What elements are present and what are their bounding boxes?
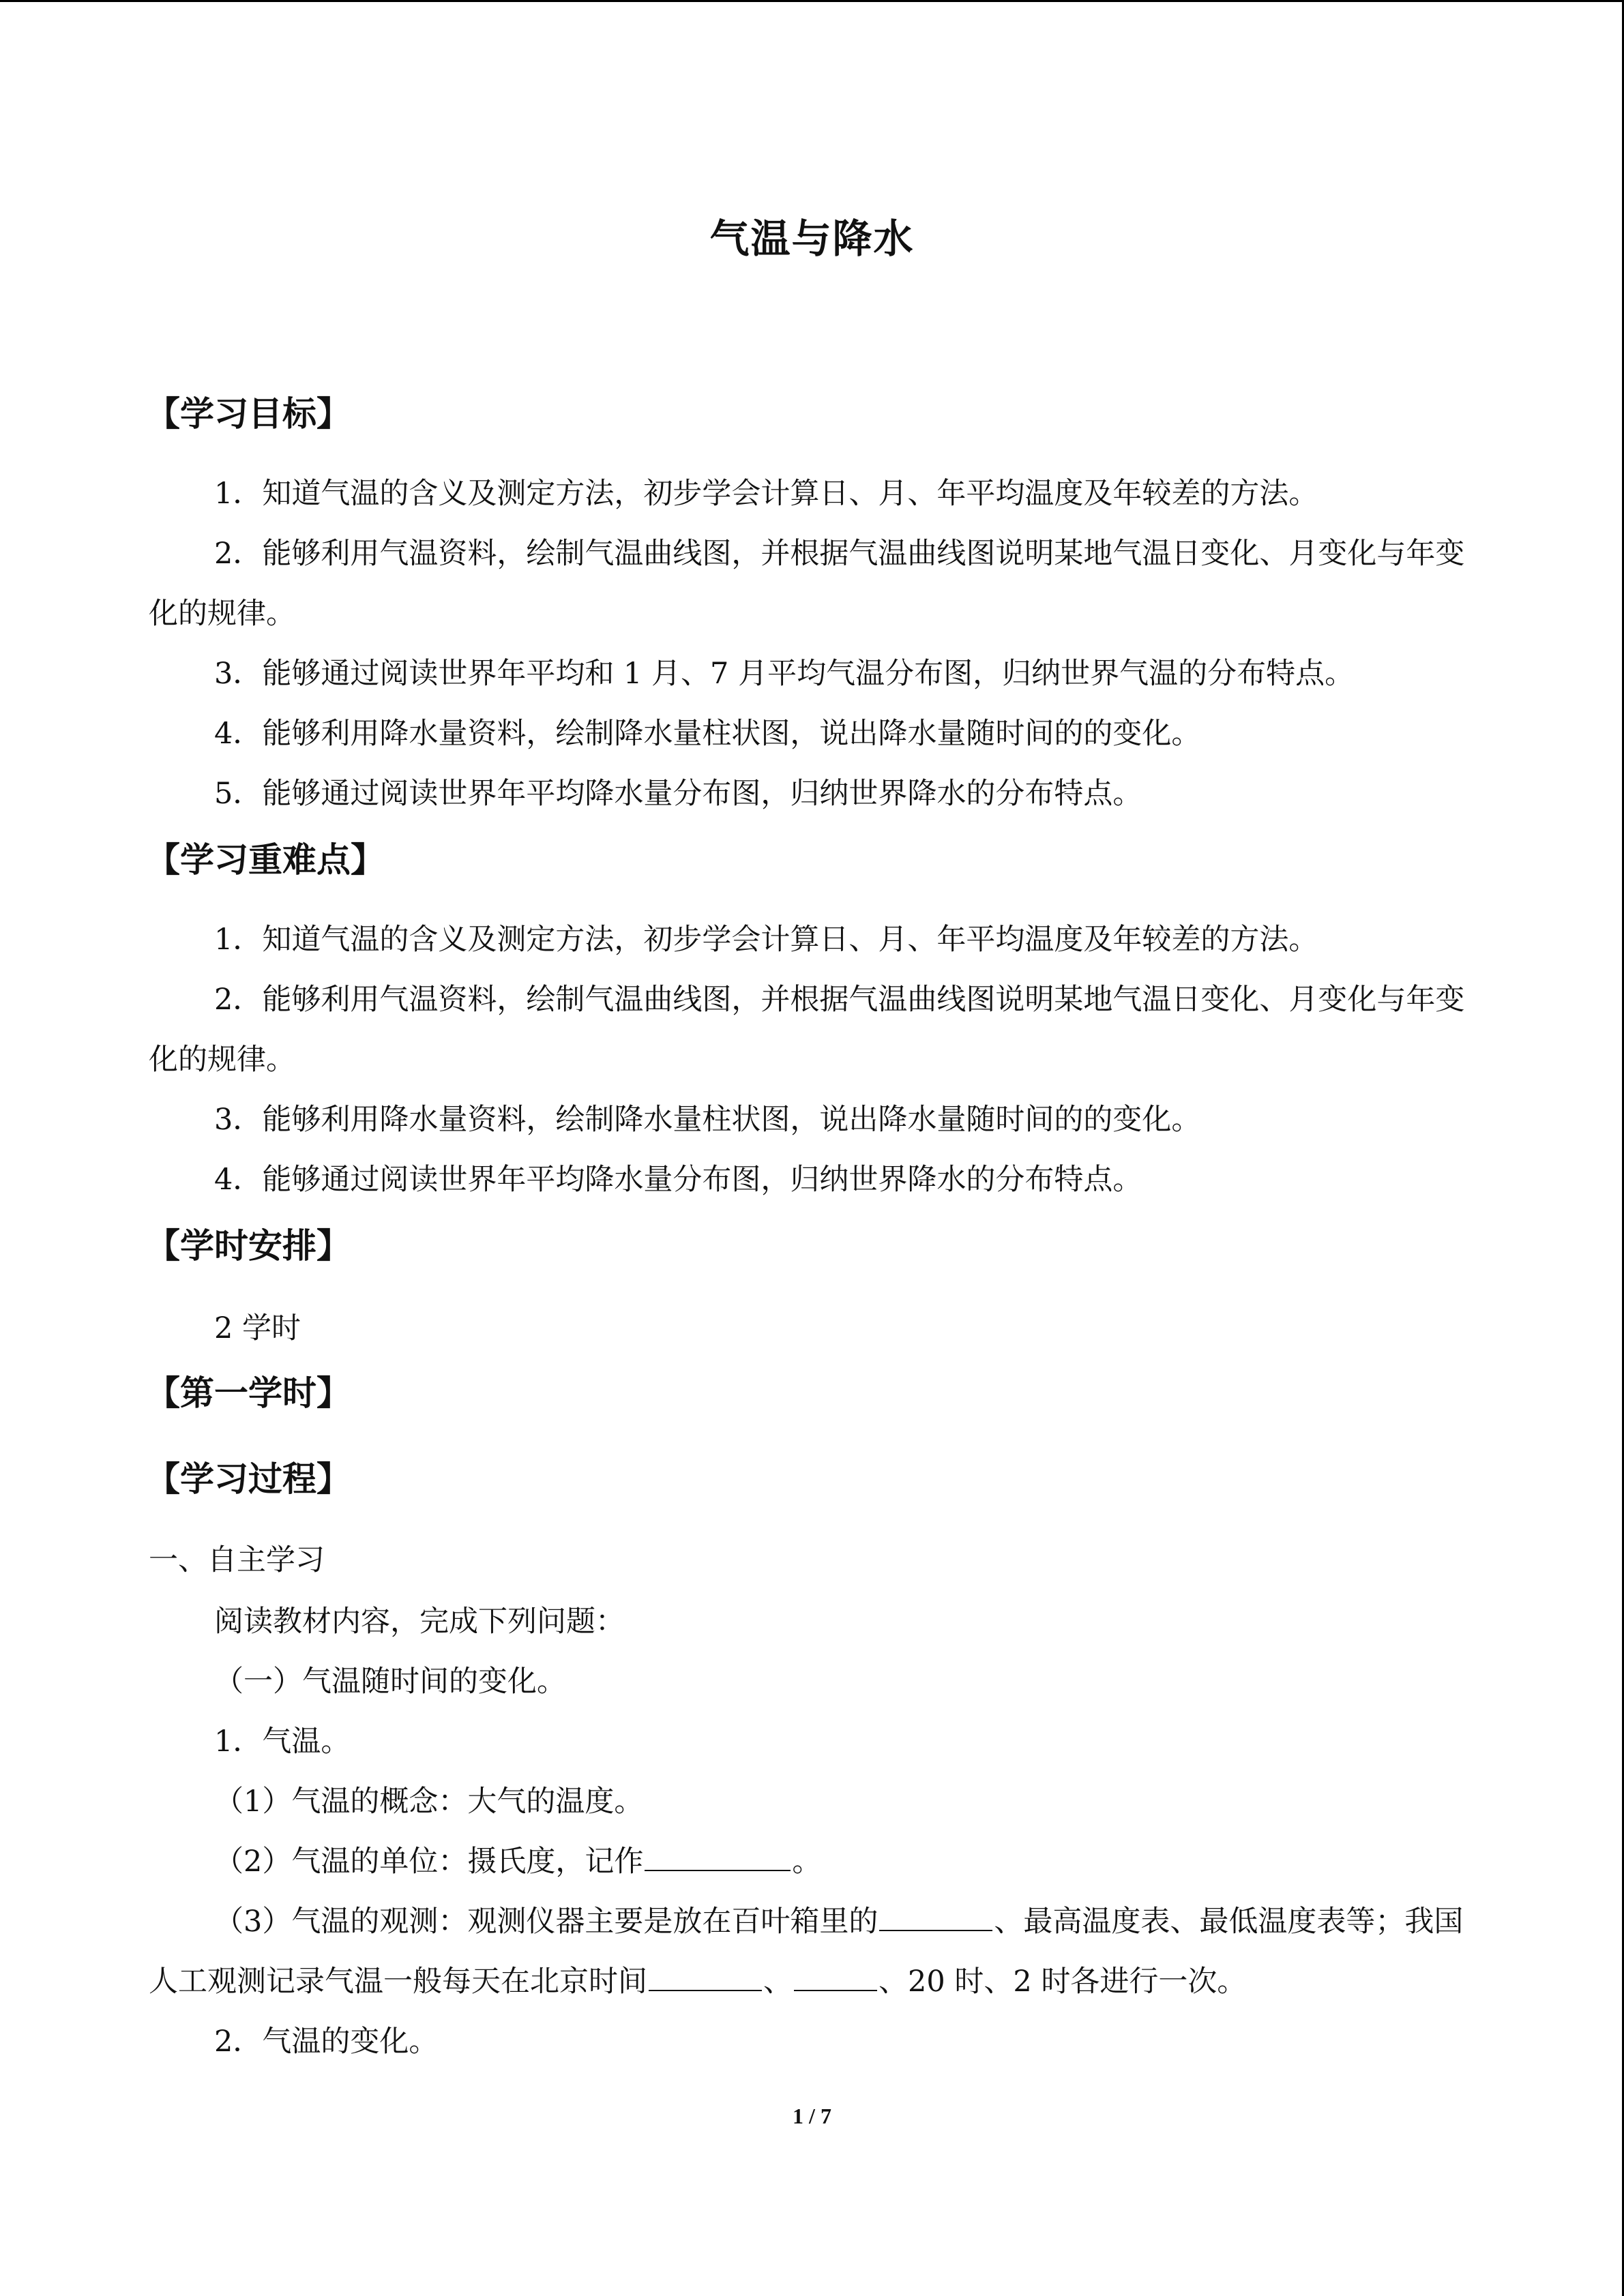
sub-section-one: （一）气温随时间的变化。: [214, 1665, 566, 1699]
objective-item-3: 3．能够通过阅读世界年平均和 1 月、7 月平均气温分布图，归纳世界气温的分布特点。: [214, 657, 1355, 691]
objective-item-1: 1．知道气温的含义及测定方法，初步学会计算日、月、年平均温度及年较差的方法。: [214, 477, 1318, 511]
observation-text-a: （3）气温的观测：观测仪器主要是放在百叶箱里的: [214, 1905, 879, 1939]
item-temperature-change: 2．气温的变化。: [214, 2025, 439, 2059]
heading-first-period: 【第一学时】: [146, 1373, 351, 1413]
unit-suffix: 。: [792, 1845, 822, 1879]
item-temperature-observation: [149, 1892, 1472, 2012]
key-point-item-4: 4．能够通过阅读世界年平均降水量分布图，归纳世界降水的分布特点。: [214, 1163, 1142, 1197]
reading-instruction: 阅读教材内容，完成下列问题：: [214, 1605, 625, 1639]
heading-objectives: 【学习目标】: [146, 394, 351, 434]
schedule-text: 2 学时: [214, 1311, 301, 1345]
heading-process: 【学习过程】: [146, 1459, 351, 1499]
key-point-item-1: 1．知道气温的含义及测定方法，初步学会计算日、月、年平均温度及年较差的方法。: [214, 923, 1318, 957]
objective-item-2: 2．能够利用气温资料，绘制气温曲线图，并根据气温曲线图说明某地气温日变化、月变化与年变化的规律。: [149, 537, 1465, 631]
observation-text-d: 、20 时、2 时各进行一次。: [879, 1965, 1247, 1999]
page-number: 1 / 7: [793, 2104, 831, 2128]
key-point-item-3: 3．能够利用降水量资料，绘制降水量柱状图，说出降水量随时间的的变化。: [214, 1103, 1201, 1137]
fill-blank-unit[interactable]: [645, 1843, 791, 1871]
fill-blank-time-1[interactable]: [649, 1963, 762, 1991]
key-point-item-2: 2．能够利用气温资料，绘制气温曲线图，并根据气温曲线图说明某地气温日变化、月变化与年变化的规律。: [149, 983, 1465, 1077]
fill-blank-instrument[interactable]: [879, 1903, 992, 1931]
heading-key-points: 【学习重难点】: [146, 840, 385, 880]
item-temperature-concept: （1）气温的概念：大气的温度。: [214, 1785, 644, 1819]
item-temperature-unit: [149, 1832, 1472, 1892]
item-temperature: 1．气温。: [214, 1725, 351, 1759]
fill-blank-time-2[interactable]: [794, 1963, 877, 1991]
objective-item-5: 5．能够通过阅读世界年平均降水量分布图，归纳世界降水的分布特点。: [214, 777, 1142, 811]
part-one-title: 一、自主学习: [149, 1543, 325, 1577]
heading-schedule: 【学时安排】: [146, 1226, 351, 1266]
observation-text-c: 、: [763, 1965, 793, 1999]
page-top-border: [0, 0, 1624, 2]
unit-text: （2）气温的单位：摄氏度，记作: [214, 1845, 644, 1879]
document-title: 气温与降水: [709, 215, 915, 262]
objective-item-4: 4．能够利用降水量资料，绘制降水量柱状图，说出降水量随时间的的变化。: [214, 717, 1201, 751]
observation-text-b: 、最高温度表、最低温度表等；我国人工观测记录气温一般每天在北京时间: [149, 1905, 1464, 1999]
